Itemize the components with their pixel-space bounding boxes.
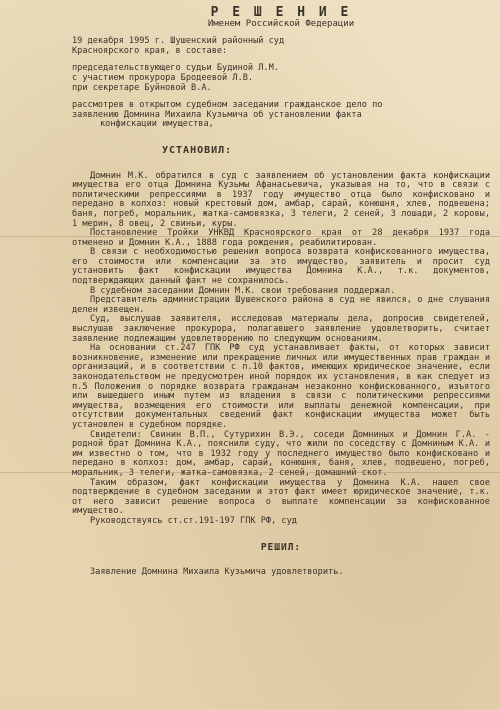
body-paragraph: Свидетели: Свинин В.П., Сутурихин В.Э., соседи Домниных и Домнин Г.А. - родной брат Домнина К.А., пояснили суду, что жили по соседству с Домниным К.А. и им известно о том, что в 1932 году у последнего имущество было конфисковано и передано в колхоз: дом, амбар, сарай, конюшня, баня, хлев, подвешено, погреб, моральник, 3 телеги, жатка-самовязка, 2 сеней, домашний скот. [72,429,490,478]
paper-fold-line [0,236,500,237]
body-paragraph: Представитель администрации Шушенского района в суд не явился, о дне слушания делен извещен. [72,295,490,315]
intro-line: с участием прокурора Бродеевой Л.В. [72,72,254,83]
body-paragraph: На основании ст.247 ГПК РФ суд устанавливает факты, от которых зависит возникновение, изменение или прекращение личных или имущественных прав граждан и организаций, и в соответствии с п.10 фактов, имеющих юридическое значение, если законодательством не предусмотрен иной порядок их установления, в как следует из п.5 Положения о порядке возврата гражданам незаконно конфискованного, изъятого или вышедшего иным путем из владения в связи с политическими репрессиями имущества, возмещения его стоимости или выплаты денежной компенсации, при отсутствии документальных сведений факт конфискации имущества может быть установлен в судебном порядке. [72,343,490,430]
body-paragraph: Таким образом, факт конфискации имущества у Домнина К.А. нашел свое подтверждение в судебном заседании и этот факт имеет юридическое значение, т.к. от него зависит решение вопроса о выплате компенсации за конфискованное имущество. [72,477,490,517]
body-paragraphs [72,172,490,517]
body-paragraph: Суд, выслушав заявителя, исследовав материалы дела, допросив свидетелей, выслушав заключение прокурора, полагавшего заявление удовлетворить, считает заявление подлежащим удовлетворению по следующим основаниям. [72,314,490,344]
resolved-heading: РЕШИЛ: [260,541,302,553]
intro-line: председательствующего судьи Будиной Л.М. [72,63,279,74]
body-paragraph: Домнин М.К. обратился в суд с заявлением об установлении факта конфискации имущества его отца Домнина Кузьмы Афанасьевича, указывая на то, что в связи с политическими репрессиями в 1937 году имущество отца было конфисковано и передано в колхоз: новый крестовый дом, амбар, сарай, конюшня, хлев, подвешена; баня, погреб, моральник, жатка-самовязка, 3 телеги, 2 сеней, 3 лошади, 2 коровы, 1 мерин, 8 овец, 2 свиньи, куры. [72,170,490,229]
intro-line: 19 декабря 1995 г. Шушенский районный суд [72,36,285,47]
paper-fold-line [0,472,500,473]
body-paragraph: В судебном заседании Домнин М.К. свои требования поддержал. [90,285,396,296]
intro-block [72,37,490,130]
intro-line: при секретаре Буйновой В.А. [72,82,212,93]
guided-by-line: Руководствуясь ст.ст.191-197 ГПК РФ, суд [90,515,297,526]
intro-line: Красноярского края, в составе: [72,45,228,56]
body-paragraph: Постановление Тройки УНКВД Красноярского края от 28 декабря 1937 года отменено и Домнин К.А., 1888 года рождения, реабилитирован. [72,228,490,248]
document-title: Р Е Ш Е Н И Е [210,5,352,20]
document-subtitle: Именем Российской Федерации [207,18,355,29]
intro-line: рассмотрев в открытом судебном заседании гражданское дело по [72,100,383,111]
intro-line: заявлению Домнина Михаила Кузьмича об установлении факта [72,109,362,120]
established-heading: УСТАНОВИЛ: [162,144,233,156]
body-paragraph: В связи с необходимостью решения вопроса возврата конфискованного имущества, его стоимости или компенсации за это имущество, заявитель и просит суд установить факт конфискации имущества Домнина К.А., т.к. документов, подтверждающих данный факт не сохранилось. [72,247,490,287]
intro-line: конфискации имущества, [100,119,214,130]
resolution-text: Заявление Домнина Михаила Кузьмича удовлетворить. [90,567,344,578]
